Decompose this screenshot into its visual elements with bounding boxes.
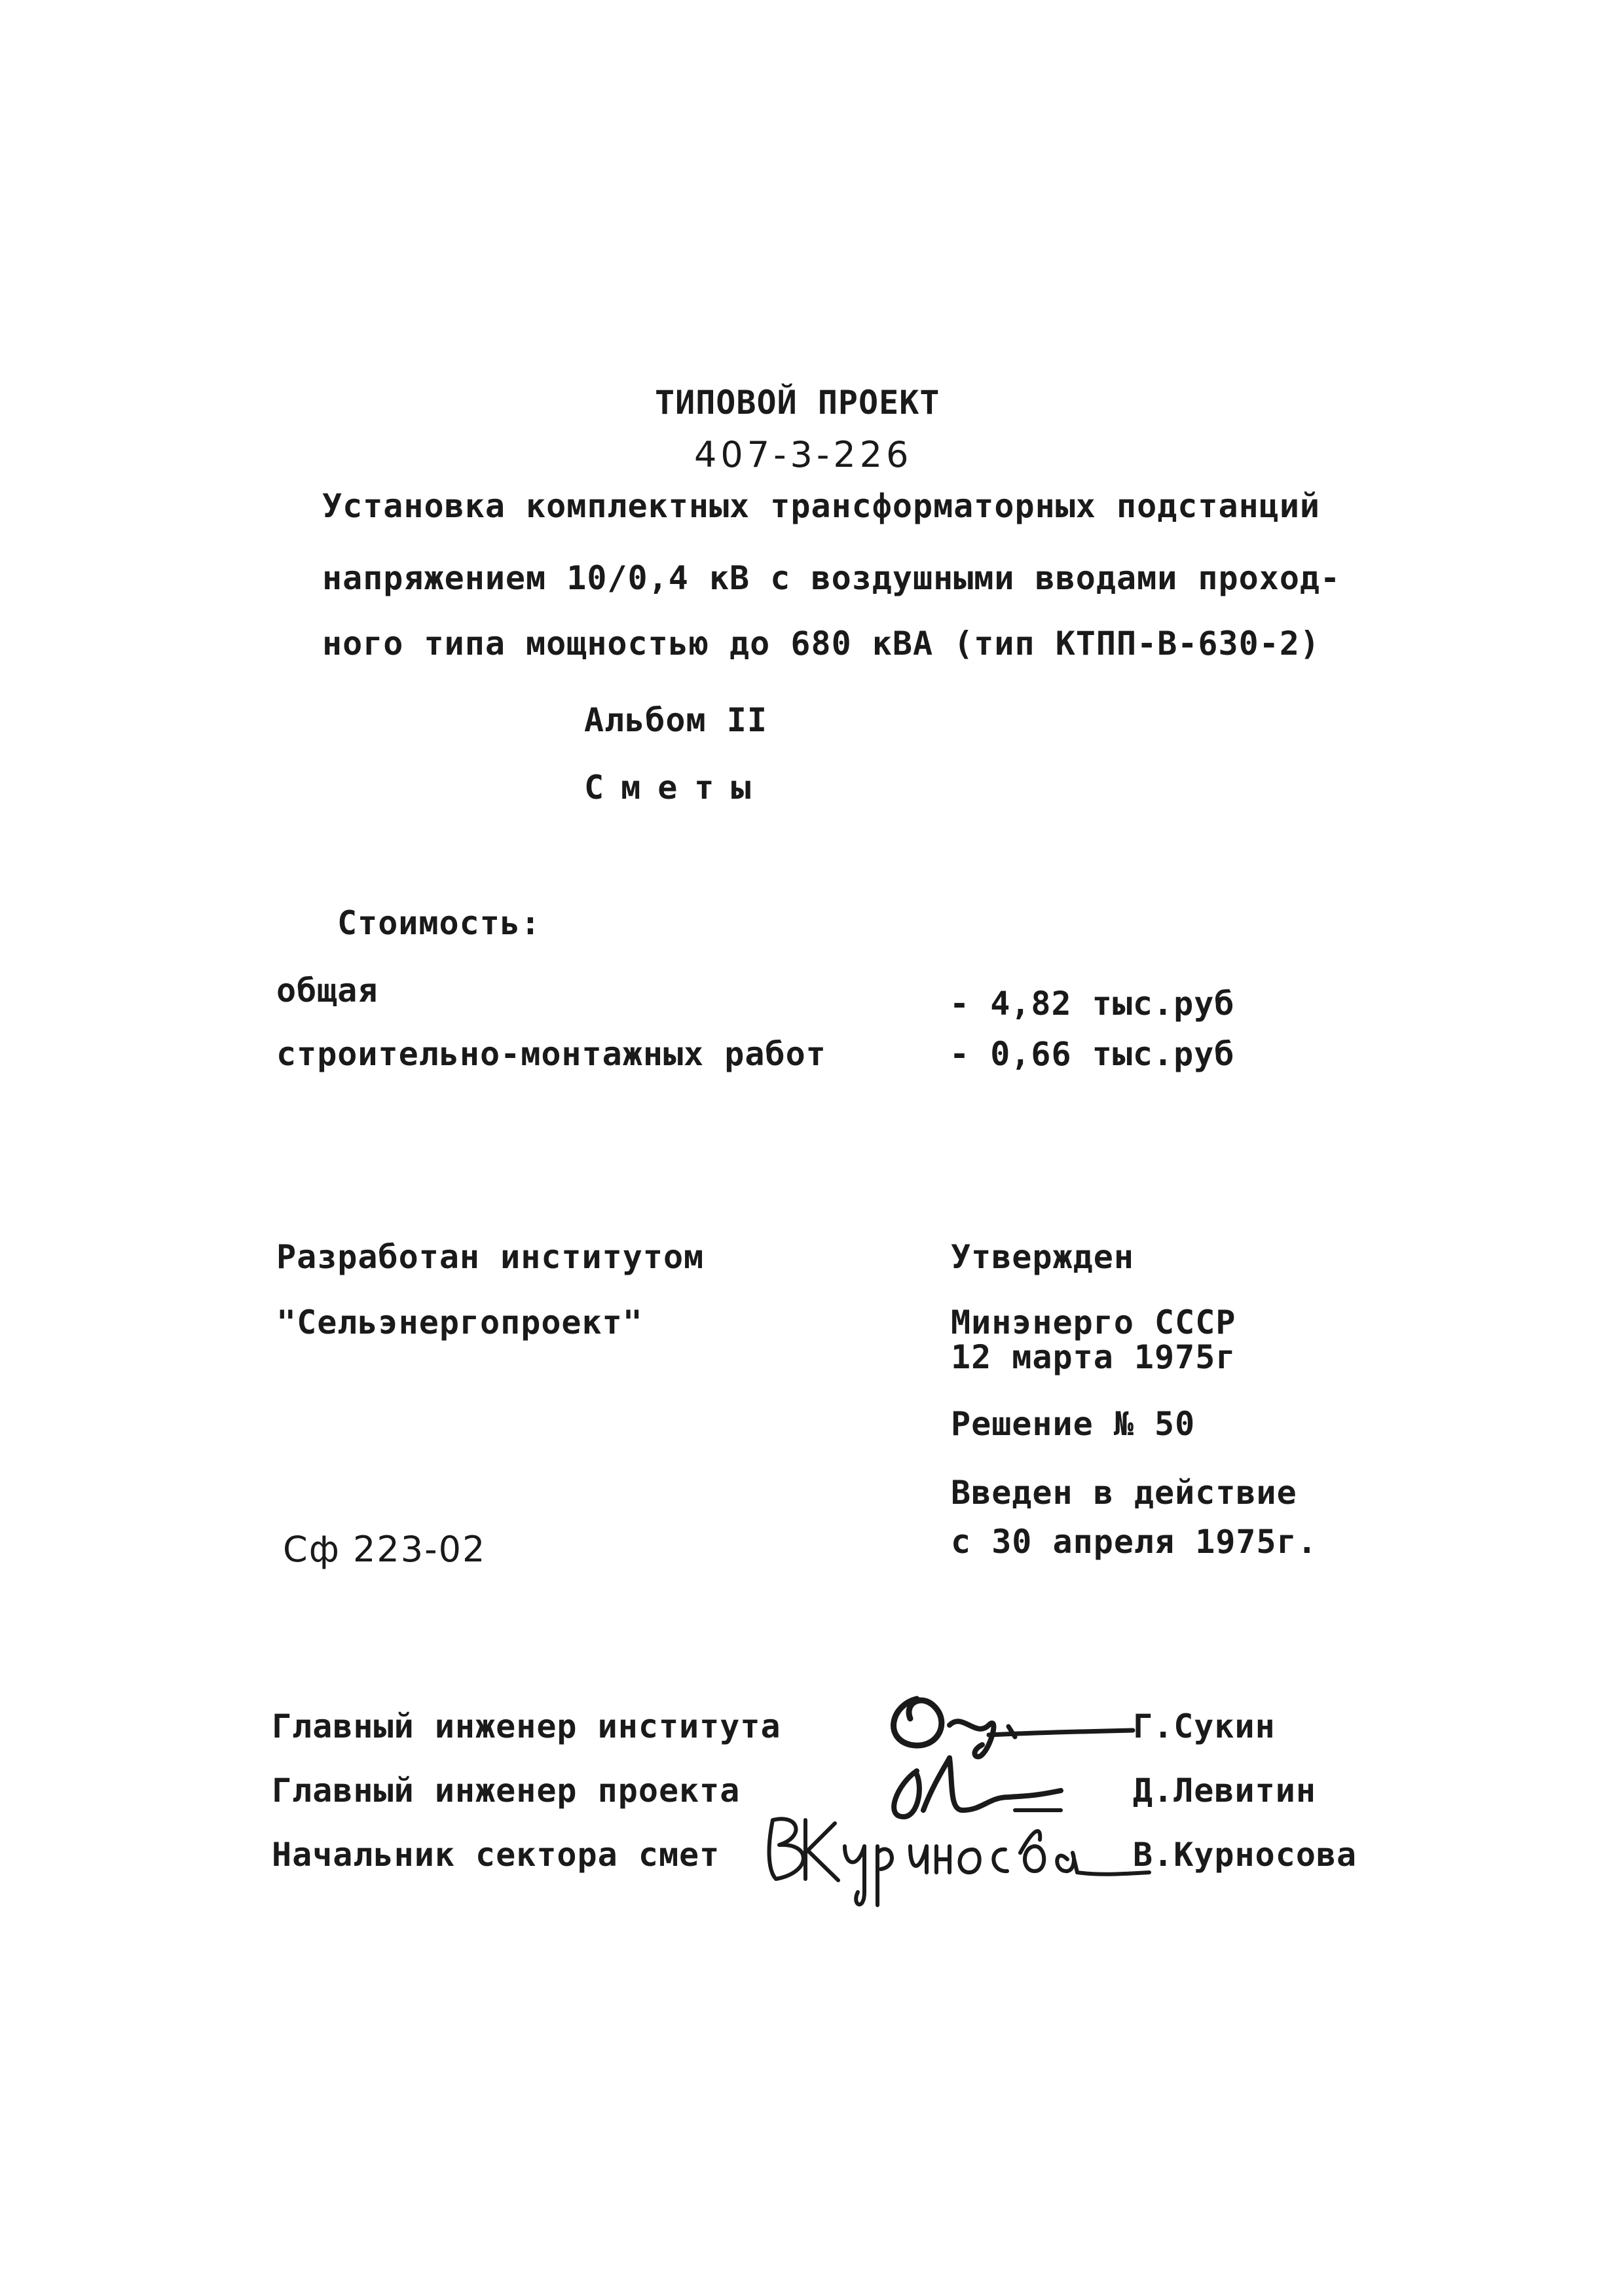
document-title: ТИПОВОЙ ПРОЕКТ [655,384,940,422]
description-line-2: напряжением 10/0,4 кВ с воздушными вводами проход- [322,559,1341,597]
approval-heading: Утвержден [951,1238,1134,1276]
signature-role-2: Главный инженер проекта [272,1772,741,1810]
cost-construction-label: строительно-монтажных работ [276,1035,826,1073]
effective-line-2: с 30 апреля 1975г. [951,1523,1318,1561]
signature-name-1: Г.Сукин [1133,1707,1276,1745]
developer-line-2: "Сельэнергопроект" [276,1303,643,1341]
signature-scribble-3 [760,1807,1153,1918]
approval-decision: Решение № 50 [951,1405,1196,1443]
developer-line-1: Разработан институтом [276,1238,705,1276]
signature-name-3: В.Курносова [1133,1836,1357,1874]
cost-total-value: - 4,82 тыс.руб [950,985,1235,1023]
description-line-3: ного типа мощностью до 680 кВА (тип КТПП-В-630-2) [322,625,1321,663]
description-line-1: Установка комплектных трансформаторных подстанций [322,487,1321,525]
document-code: Сф 223-02 [283,1529,487,1570]
signature-name-2: Д.Левитин [1133,1772,1316,1810]
cost-heading: Стоимость: [337,904,542,942]
signature-role-3: Начальник сектора смет [272,1836,720,1874]
effective-line-1: Введен в действие [951,1474,1297,1512]
signature-role-1: Главный инженер института [272,1707,781,1745]
album-label: Альбом II [584,701,767,739]
cost-construction-value: - 0,66 тыс.руб [950,1035,1235,1073]
approval-ministry: Минэнерго СССР [951,1303,1236,1341]
approval-date: 12 марта 1975г [951,1338,1236,1376]
project-number: 407-3-226 [694,434,913,475]
section-label: Сметы [584,769,768,807]
cost-total-label: общая [276,972,378,1010]
